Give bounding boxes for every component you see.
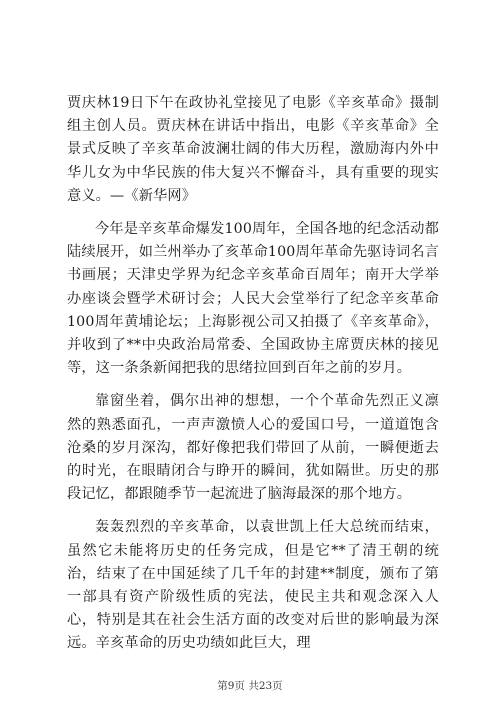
paragraph-4: 轰轰烈烈的辛亥革命，以袁世凯上任大总统而结束，虽然它未能将历史的任务完成，但是它**了清王朝的统治，结束了在中国延续了几千年的封建**制度，颁布了第一部具有资产阶级性质的宪法，使民主共和观念深入人心，特别是其在社会生活方面的改变对后世的影响最为深远。辛亥革命的历史功绩如此巨大，理 xyxy=(67,519,439,652)
paragraph-1: 贾庆林19日下午在政协礼堂接见了电影《辛亥革命》摄制组主创人员。贾庆林在讲话中指出，电影《辛亥革命》全景式反映了辛亥革命波澜壮阔的伟大历程，激励海内外中华儿女为中华民族的伟大复兴不懈奋斗，具有重要的现实意义。—《新华网》 xyxy=(67,95,439,204)
paragraph-2: 今年是辛亥革命爆发100周年，全国各地的纪念活动都陆续展开，如兰州举办了亥革命100周年革命先驱诗词名言书画展；天津史学界为纪念辛亥革命百周年；南开大学举办座谈会暨学术研讨会；人民大会堂举行了纪念辛亥革命100周年黄埔论坛；上海影视公司又拍摄了《辛亥革命》，并收到了**中央政治局常委、全国政协主席贾庆林的接见等，这一条条新闻把我的思绪拉回到百年之前的岁月。 xyxy=(67,221,439,377)
page-footer: 第9页 共23页 xyxy=(217,680,283,692)
paragraph-3: 靠窗坐着，偶尔出神的想想，一个个革命先烈正义凛然的熟悉面孔，一声声激愤人心的爱国口号，一道道饱含沧桑的岁月深沟，都好像把我们带回了从前，一瞬便逝去的时光，在眼睛闭合与睁开的瞬间，犹如隔世。历史的那段记忆，都跟随季节一起流进了脑海最深的那个地方。 xyxy=(67,393,439,503)
document-body xyxy=(67,92,439,656)
